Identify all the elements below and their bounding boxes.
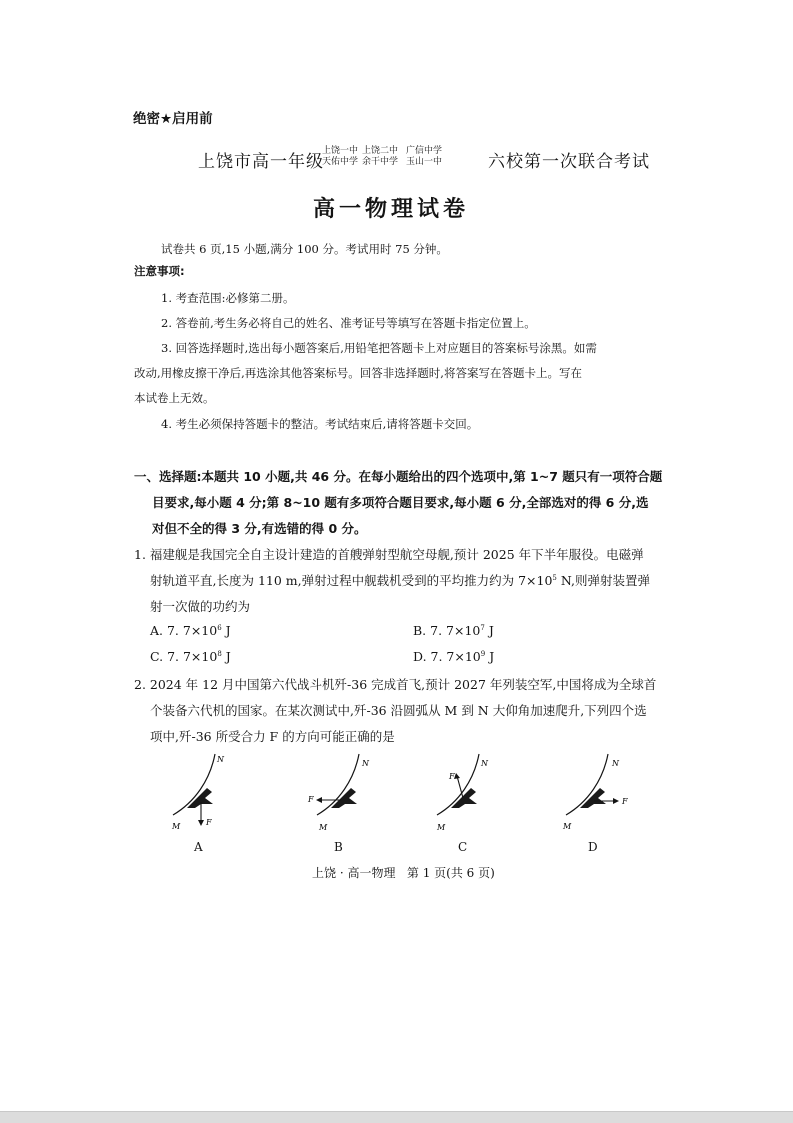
confidential-mark: 绝密★启用前 <box>133 111 213 127</box>
q1-option-a[interactable]: A. 7. $7\times 10^6$ J <box>150 623 231 638</box>
q2-line-2: 个装备六代机的国家。在某次测试中,歼-36 沿圆弧从 M 到 N 大仰角加速爬升,下列四个选 <box>150 703 647 718</box>
figure-label-c: C <box>458 840 468 854</box>
page-title: 高一物理试卷 <box>313 197 470 222</box>
point-m-label: M <box>319 823 328 832</box>
arrowhead-icon <box>454 773 460 779</box>
note-3-line-2: 改动,用橡皮擦干净后,再选涂其他答案标号。回答非选择题时,将答案写在答题卡上。写在 <box>134 366 582 380</box>
force-f-label: F <box>308 795 314 804</box>
school-name: 广信中学 <box>406 146 443 156</box>
point-n-label: N <box>612 759 619 768</box>
q1-line-1: 1. 福建舰是我国完全自主设计建造的首艘弹射型航空母舰,预计 2025 年下半年服役。电磁弹 <box>134 547 644 562</box>
header-city-grade: 上饶市高一年级 <box>198 152 324 172</box>
arrowhead-icon <box>316 797 322 803</box>
force-f-label: F <box>449 772 455 781</box>
note-3-line-1: 3. 回答选择题时,选出每小题答案后,用铅笔把答题卡上对应题目的答案标号涂黑。如需 <box>161 341 597 355</box>
section-1-line-1: 一、选择题:本题共 10 小题,共 46 分。在每小题给出的四个选项中,第 1~7 题只有一项符合题 <box>134 469 663 484</box>
q1-force-exponent: 5 <box>552 573 557 582</box>
note-3-line-3: 本试卷上无效。 <box>134 391 215 405</box>
q2-line-1: 2. 2024 年 12 月中国第六代战斗机歼-36 完成首飞,预计 2027 年列装空军,中国将成为全球首 <box>134 677 657 692</box>
figure-label-a: A <box>194 840 203 854</box>
point-n-label: N <box>217 755 224 764</box>
fighter-jet-icon <box>331 788 357 808</box>
page-footer: 上饶 · 高一物理 第 1 页(共 6 页) <box>312 866 495 880</box>
note-2: 2. 答卷前,考生务必将自己的姓名、准考证号等填写在答题卡指定位置上。 <box>161 316 536 330</box>
figure-label-d: D <box>588 840 598 854</box>
school-name: 上饶一中 <box>322 146 359 156</box>
viewer-bottom-bar <box>0 1111 793 1123</box>
q1-line-2: 射轨道平直,长度为 110 m,弹射过程中舰载机受到的平均推力约为 $7\times 10^5$ N,则弹射装置弹 <box>150 573 650 588</box>
note-4: 4. 考生必须保持答题卡的整洁。考试结束后,请将答题卡交回。 <box>161 417 479 431</box>
q1-option-c[interactable]: C. 7. $7\times 10^8$ J <box>150 649 231 664</box>
exam-intro: 试卷共 6 页,15 小题,满分 100 分。考试用时 75 分钟。 <box>161 242 448 256</box>
arrowhead-icon <box>613 798 619 804</box>
point-n-label: N <box>362 759 369 768</box>
q2-figure-d[interactable] <box>560 752 670 842</box>
q2-figure-c[interactable] <box>425 752 535 842</box>
school-name: 玉山一中 <box>406 157 443 167</box>
point-m-label: M <box>563 822 572 831</box>
fighter-jet-icon <box>451 788 477 808</box>
point-m-label: M <box>437 823 446 832</box>
note-1: 1. 考查范围:必修第二册。 <box>161 291 295 305</box>
q1-option-d[interactable]: D. 7. $7\times 10^9$ J <box>413 649 495 664</box>
arrowhead-icon <box>198 820 204 826</box>
school-name: 天佑中学 <box>322 157 359 167</box>
school-name: 余干中学 <box>362 157 399 167</box>
section-1-line-3: 对但不全的得 3 分,有选错的得 0 分。 <box>152 521 367 536</box>
q1-line-3: 射一次做的功约为 <box>150 599 251 614</box>
figure-label-b: B <box>334 840 343 854</box>
q2-figure-a[interactable] <box>165 752 275 842</box>
school-name: 上饶二中 <box>362 146 399 156</box>
q1-option-b[interactable]: B. 7. $7\times 10^7$ J <box>413 623 494 638</box>
fighter-jet-icon <box>187 788 213 808</box>
q2-line-3: 项中,歼-36 所受合力 F 的方向可能正确的是 <box>150 729 395 744</box>
point-m-label: M <box>172 822 181 831</box>
q2-figure-b[interactable] <box>305 752 415 842</box>
section-1-line-2: 目要求,每小题 4 分;第 8~10 题有多项符合题目要求,每小题 6 分,全部选对的得 6 分,选 <box>152 495 649 510</box>
fighter-jet-icon <box>580 788 606 808</box>
point-n-label: N <box>481 759 488 768</box>
notes-heading: 注意事项: <box>134 264 185 278</box>
header-exam-name: 六校第一次联合考试 <box>488 152 650 172</box>
force-f-label: F <box>622 797 628 806</box>
force-f-label: F <box>206 818 212 827</box>
header-school-list <box>322 146 446 168</box>
